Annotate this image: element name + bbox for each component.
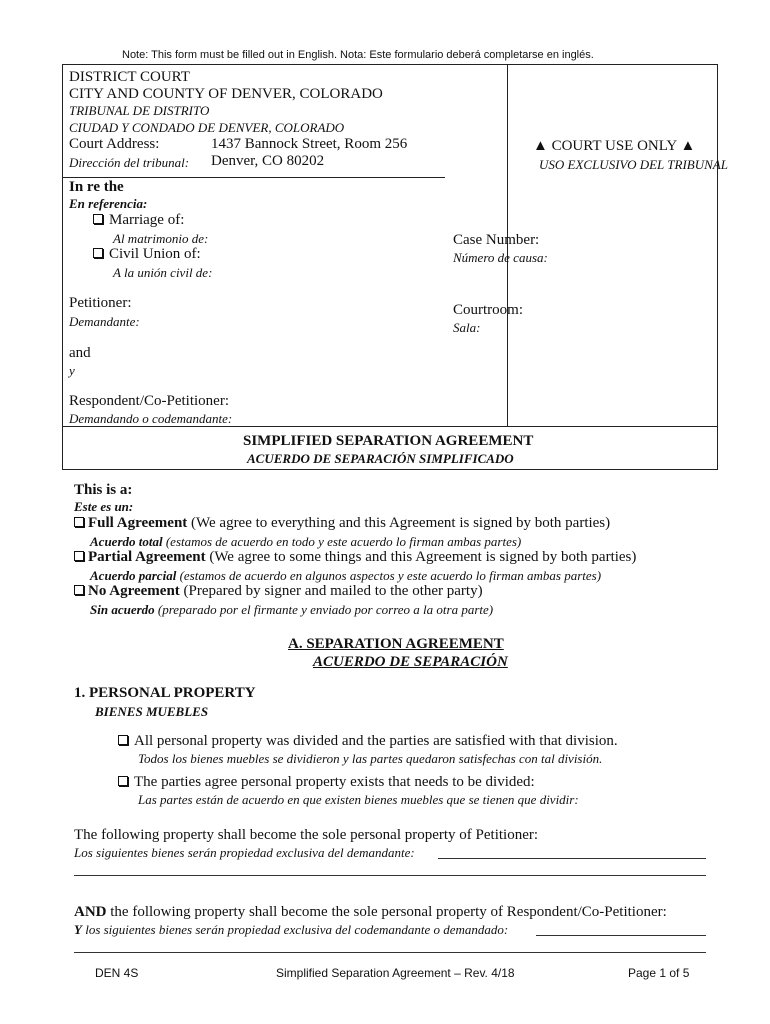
- and-label: and: [69, 345, 91, 361]
- property-to-divide-checkbox[interactable]: [118, 776, 128, 786]
- form-note: Note: This form must be filled out in English. Nota: Este formulario deberá completarse en inglés.: [122, 49, 594, 61]
- no-agreement-es: [90, 602, 493, 618]
- partial-agreement-label: Partial Agreement: [88, 549, 206, 565]
- court-use-only-es: USO EXCLUSIVO DEL TRIBUNAL: [539, 157, 728, 172]
- petitioner-label-es: Demandante:: [69, 314, 140, 329]
- petitioner-property-field-2[interactable]: [74, 875, 706, 876]
- petitioner-label: Petitioner:: [69, 295, 132, 311]
- courtroom-label: Courtroom:: [453, 302, 523, 318]
- full-agreement-desc-es: (estamos de acuerdo en todo y este acuerdo lo firman ambas partes): [162, 534, 522, 549]
- partial-agreement-label-es: Acuerdo parcial: [90, 568, 177, 583]
- court-city: CITY AND COUNTY OF DENVER, COLORADO: [69, 86, 383, 102]
- footer-form-id: DEN 4S: [95, 966, 139, 980]
- civil-union-label-es: A la unión civil de:: [113, 265, 213, 280]
- partial-agreement-desc-es: (estamos de acuerdo en algunos aspectos y este acuerdo lo firman ambas partes): [176, 568, 602, 583]
- partial-agreement-checkbox[interactable]: [74, 551, 84, 561]
- footer-page-number: Page 1 of 5: [628, 966, 690, 980]
- court-divider: [63, 177, 445, 178]
- property-divided-label-es: Todos los bienes muebles se dividieron y las partes quedaron satisfechas con tal división.: [138, 751, 603, 766]
- court-address-label: Court Address:: [69, 136, 160, 152]
- court-address-label-es: Dirección del tribunal:: [69, 155, 190, 170]
- court-name-es: TRIBUNAL DE DISTRITO: [69, 103, 210, 118]
- courtroom-label-es: Sala:: [453, 320, 481, 335]
- agreement-type-heading-es: Este es un:: [74, 499, 134, 514]
- civil-union-checkbox[interactable]: [93, 248, 103, 258]
- marriage-label-es: Al matrimonio de:: [113, 231, 209, 246]
- respondent-property-desc-es: los siguientes bienes serán propiedad exclusiva del codemandante o demandado:: [81, 922, 509, 937]
- property-to-divide-option[interactable]: [118, 774, 535, 791]
- respondent-label-es: Demandando o codemandante:: [69, 411, 233, 426]
- and-label-es: y: [69, 363, 75, 378]
- respondent-property-text: [74, 904, 667, 921]
- respondent-property-field-2[interactable]: [74, 952, 706, 953]
- in-re-label: In re the: [69, 179, 124, 195]
- no-agreement-label: No Agreement: [88, 583, 180, 599]
- court-use-only: ▲ COURT USE ONLY ▲: [533, 138, 696, 154]
- partial-agreement-option[interactable]: [74, 549, 636, 566]
- court-name: DISTRICT COURT: [69, 69, 190, 85]
- in-re-label-es: En referencia:: [69, 196, 148, 211]
- petitioner-property-text: The following property shall become the sole personal property of Petitioner:: [74, 827, 539, 843]
- section-a-heading: A. SEPARATION AGREEMENT: [288, 636, 504, 652]
- marriage-checkbox[interactable]: [93, 214, 103, 224]
- property-divided-option[interactable]: [118, 733, 618, 750]
- property-to-divide-label-es: Las partes están de acuerdo en que existen bienes muebles que se tienen que dividir:: [138, 792, 579, 807]
- property-to-divide-label: The parties agree personal property exists that needs to be divided:: [134, 774, 535, 790]
- property-divided-checkbox[interactable]: [118, 735, 128, 745]
- personal-property-heading-es: BIENES MUEBLES: [95, 704, 209, 719]
- no-agreement-option[interactable]: [74, 583, 483, 600]
- respondent-property-field-1[interactable]: [536, 935, 706, 936]
- caption-box: [62, 64, 728, 470]
- form-title: SIMPLIFIED SEPARATION AGREEMENT: [243, 433, 534, 449]
- marriage-checkbox-row[interactable]: [93, 212, 184, 229]
- full-agreement-label-es: Acuerdo total: [90, 534, 163, 549]
- full-agreement-label: Full Agreement: [88, 515, 188, 531]
- case-number-label-es: Número de causa:: [453, 250, 548, 265]
- full-agreement-desc: (We agree to everything and this Agreement is signed by both parties): [187, 515, 611, 531]
- full-agreement-es: [90, 534, 521, 550]
- no-agreement-desc-es: (preparado por el firmante y enviado por correo a la otra parte): [154, 602, 494, 617]
- petitioner-property-field-1[interactable]: [438, 858, 706, 859]
- marriage-label: Marriage of:: [109, 212, 185, 228]
- full-agreement-checkbox[interactable]: [74, 517, 84, 527]
- petitioner-property-text-es: Los siguientes bienes serán propiedad exclusiva del demandante:: [74, 845, 415, 860]
- full-agreement-option[interactable]: [74, 515, 610, 532]
- section-a-heading-es: ACUERDO DE SEPARACIÓN: [313, 654, 508, 670]
- respondent-property-text-es: [74, 922, 508, 938]
- no-agreement-checkbox[interactable]: [74, 585, 84, 595]
- court-address-city: Denver, CO 80202: [211, 153, 325, 169]
- agreement-type-heading: This is a:: [74, 482, 133, 498]
- personal-property-heading: 1. PERSONAL PROPERTY: [74, 685, 256, 701]
- footer-form-title: Simplified Separation Agreement – Rev. 4/18: [276, 966, 515, 980]
- court-city-es: CIUDAD Y CONDADO DE DENVER, COLORADO: [69, 120, 345, 135]
- form-title-es: ACUERDO DE SEPARACIÓN SIMPLIFICADO: [247, 451, 514, 466]
- case-number-label: Case Number:: [453, 232, 540, 248]
- civil-union-checkbox-row[interactable]: [93, 246, 201, 263]
- respondent-label: Respondent/Co-Petitioner:: [69, 393, 229, 409]
- partial-agreement-es: [90, 568, 601, 584]
- civil-union-label: Civil Union of:: [109, 246, 201, 262]
- respondent-and-label: AND: [74, 904, 107, 920]
- respondent-property-desc: the following property shall become the sole personal property of Respondent/Co-Petitioner:: [106, 904, 667, 920]
- partial-agreement-desc: (We agree to some things and this Agreement is signed by both parties): [205, 549, 637, 565]
- court-address: 1437 Bannock Street, Room 256: [211, 136, 408, 152]
- no-agreement-desc: (Prepared by signer and mailed to the other party): [179, 583, 483, 599]
- respondent-y-label: Y: [74, 922, 82, 937]
- no-agreement-label-es: Sin acuerdo: [90, 602, 155, 617]
- property-divided-label: All personal property was divided and the parties are satisfied with that division.: [134, 733, 618, 749]
